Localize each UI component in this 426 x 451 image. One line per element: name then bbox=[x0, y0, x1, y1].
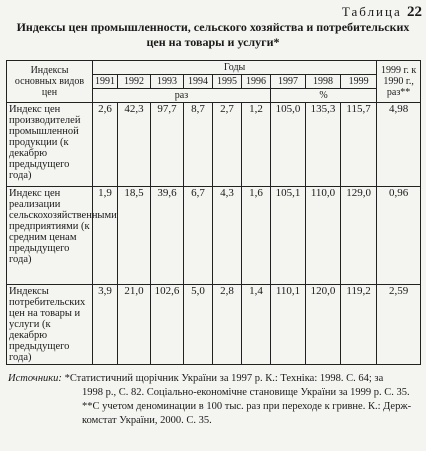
price-index-table bbox=[6, 60, 421, 365]
table-label: Таблица bbox=[341, 4, 402, 19]
table-row bbox=[7, 103, 421, 187]
table-cell: 2,7 bbox=[213, 103, 242, 187]
note-line: комстат України, 2000. С. 35. bbox=[82, 415, 212, 426]
page-title: Индексы цен промышленности, сельского хозяйства и потребительских цен на товары и услуги* bbox=[16, 20, 410, 49]
row-header-cell: Индексы основных видов цен bbox=[7, 61, 93, 103]
table-cell: 129,0 bbox=[341, 187, 377, 285]
table-cell: 119,2 bbox=[341, 285, 377, 365]
table-cell: 42,3 bbox=[118, 103, 151, 187]
table-cell: 18,5 bbox=[118, 187, 151, 285]
unit-percent: % bbox=[271, 89, 377, 103]
table-number-value: 22 bbox=[407, 4, 422, 20]
sources-label: Источники: bbox=[8, 373, 62, 384]
year-header: 1997 bbox=[271, 75, 306, 89]
year-header: 1994 bbox=[184, 75, 213, 89]
year-header: 1993 bbox=[151, 75, 184, 89]
table-cell: 4,3 bbox=[213, 187, 242, 285]
table-cell: 97,7 bbox=[151, 103, 184, 187]
years-header: Годы bbox=[93, 61, 377, 75]
table-cell: 6,7 bbox=[184, 187, 213, 285]
note-line: *Статистичний щорічник України за 1997 р. К.: Техніка: 1998. С. 64; за bbox=[64, 373, 384, 384]
table-cell: 115,7 bbox=[341, 103, 377, 187]
table-cell: 120,0 bbox=[306, 285, 341, 365]
table-cell: 1,6 bbox=[242, 187, 271, 285]
table-number bbox=[342, 4, 422, 21]
row-label: Индекс цен реализации сельскохозяйственными предприятиями (к средним ценам предыдущего года) bbox=[7, 187, 93, 285]
table-cell: 0,96 bbox=[377, 187, 421, 285]
last-col-header: 1999 г. к 1990 г., раз** bbox=[377, 61, 421, 103]
table-cell: 1,2 bbox=[242, 103, 271, 187]
year-header: 1998 bbox=[306, 75, 341, 89]
table-cell: 21,0 bbox=[118, 285, 151, 365]
year-header: 1991 bbox=[93, 75, 118, 89]
table-cell: 5,0 bbox=[184, 285, 213, 365]
row-label: Индекс цен производителей промышленной продукции (к декабрю предыдущего года) bbox=[7, 103, 93, 187]
table-cell: 2,8 bbox=[213, 285, 242, 365]
note-line: 1998 р., С. 82. Соціально-економічне становище України за 1999 р. С. 35. bbox=[82, 387, 410, 398]
table-cell: 39,6 bbox=[151, 187, 184, 285]
year-header: 1995 bbox=[213, 75, 242, 89]
note-line: **С учетом деноминации в 100 тыс. раз при переходе к гривне. К.: Держ- bbox=[82, 401, 412, 412]
table-cell: 102,6 bbox=[151, 285, 184, 365]
table-row bbox=[7, 187, 421, 285]
table-cell: 1,4 bbox=[242, 285, 271, 365]
table-cell: 2,59 bbox=[377, 285, 421, 365]
sources-note bbox=[8, 372, 420, 428]
table-cell: 8,7 bbox=[184, 103, 213, 187]
table-cell: 3,9 bbox=[93, 285, 118, 365]
table-cell: 110,1 bbox=[271, 285, 306, 365]
unit-times: раз bbox=[93, 89, 271, 103]
table-cell: 105,1 bbox=[271, 187, 306, 285]
year-header: 1996 bbox=[242, 75, 271, 89]
table-cell: 2,6 bbox=[93, 103, 118, 187]
table-cell: 105,0 bbox=[271, 103, 306, 187]
year-header: 1999 bbox=[341, 75, 377, 89]
table-row bbox=[7, 285, 421, 365]
table-cell: 135,3 bbox=[306, 103, 341, 187]
table-cell: 1,9 bbox=[93, 187, 118, 285]
row-label: Индексы потребительских цен на товары и услуги (к декабрю предыдущего года) bbox=[7, 285, 93, 365]
table-cell: 110,0 bbox=[306, 187, 341, 285]
year-header: 1992 bbox=[118, 75, 151, 89]
table-cell: 4,98 bbox=[377, 103, 421, 187]
